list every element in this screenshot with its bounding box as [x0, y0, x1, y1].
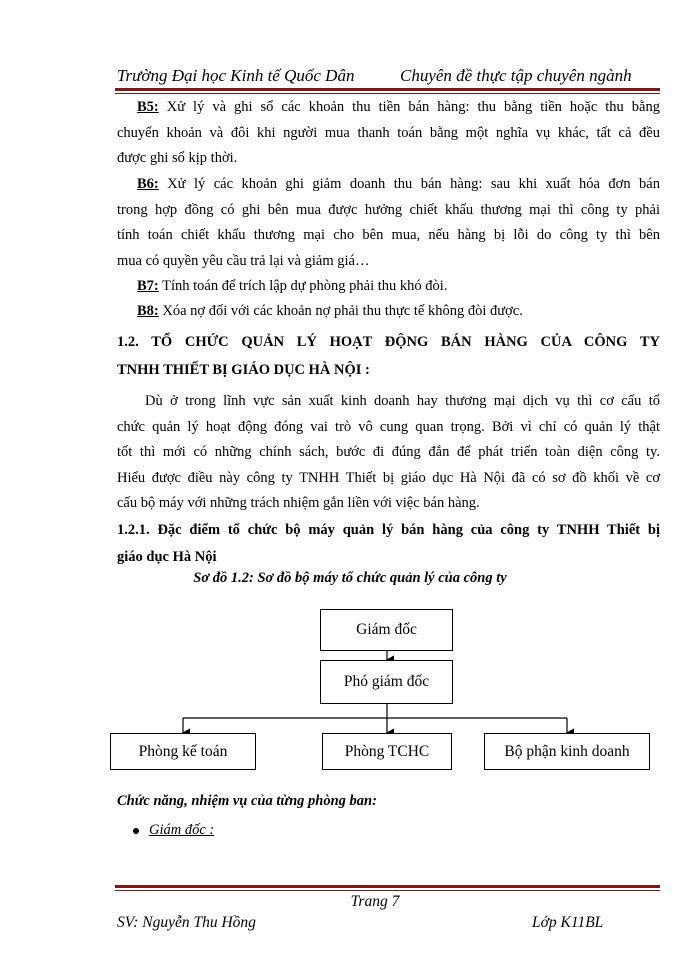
step-b7: B7: Tính toán để trích lập dự phòng phải thu khó đòi. [137, 278, 448, 294]
step-b6-line-3: tính toán chiết khấu thương mại cho bên mua, nếu hàng bị lỗi do công ty thì bên [117, 227, 660, 243]
step-b6-line-4: mua có quyền yêu cầu trả lại và giảm giá… [117, 252, 370, 269]
footer-student: SV: Nguyễn Thu Hồng [117, 914, 256, 931]
org-box-sales: Bộ phận kinh doanh [484, 733, 650, 770]
step-b7-label: B7: [137, 278, 159, 294]
footer-rule [115, 885, 660, 888]
org-box-accounting: Phòng kế toán [110, 733, 256, 770]
step-b5-line-1: B5: Xử lý và ghi sổ các khoản thu tiền bán hàng: thu bằng tiền hoặc thu bằng [137, 99, 660, 115]
step-b5-label: B5: [137, 99, 159, 115]
bullet-director: Giám đốc : [149, 822, 215, 838]
org-box-director: Giám đốc [320, 609, 453, 651]
step-b5-line-3: được ghi sổ kịp thời. [117, 150, 238, 166]
footer-rule-thin [115, 890, 660, 891]
bullet-item [133, 822, 214, 839]
functions-title: Chức năng, nhiệm vụ của từng phòng ban: [117, 793, 377, 809]
step-b8: B8: Xóa nợ đối với các khoản nợ phải thu thực tế không đòi được. [137, 303, 523, 319]
step-b6-label: B6: [137, 176, 159, 192]
org-box-deputy: Phó giám đốc [320, 660, 453, 704]
bullet-dot-icon [133, 828, 139, 834]
step-b6-line-2: trong hợp đồng có ghi bên mua được hưởng chiết khấu thương mại thì công ty phải [117, 201, 660, 218]
section-1-2-title: 1.2. TỔ CHỨC QUẢN LÝ HOẠT ĐỘNG BÁN HÀNG CỦA CÔNG TY TNHH THIẾT BỊ GIÁO DỤC HÀ NỘI : [117, 334, 660, 378]
step-b6-line-1: B6: Xử lý các khoản ghi giảm doanh thu bán hàng: sau khi xuất hóa đơn bán [137, 176, 660, 192]
header-school: Trường Đại học Kinh tế Quốc Dân [117, 66, 355, 85]
step-b8-label: B8: [137, 303, 159, 319]
section-1-2-1-title: 1.2.1. Đặc điểm tổ chức bộ máy quản lý bán hàng của công ty TNHH Thiết bị giáo dục Hà Nội [117, 522, 660, 565]
diagram-caption: Sơ đồ 1.2: Sơ đồ bộ máy tổ chức quản lý của công ty [193, 570, 507, 586]
step-b5-line-2: chuyển khoản và đôi khi người mua thanh toán bằng một nghĩa vụ khác, tất cả đều [117, 124, 660, 141]
section-1-2-paragraph: Dù ở trong lĩnh vực sản xuất kinh doanh hay thương mại dịch vụ thì cơ cấu tổ chức quản lý hoạt động đóng vai trò vô cung quan trọng. Bởi vì chỉ có quản lý thật tốt thì mới có những chính sách, bước đi đúng đắn để phát triển toàn diện công ty. Hiểu được điều này công ty TNHH Thiết bị giáo dục Hà Nội đã có sơ đồ khối về cơ cấu bộ máy với những trách nhiệm gắn liền với việc bán hàng. [117, 393, 660, 511]
footer-page-number: Trang 7 [350, 893, 400, 910]
org-box-admin-hr: Phòng TCHC [322, 733, 452, 770]
footer-class: Lớp K11BL [532, 914, 604, 931]
header-topic: Chuyên đề thực tập chuyên ngành [400, 66, 632, 85]
